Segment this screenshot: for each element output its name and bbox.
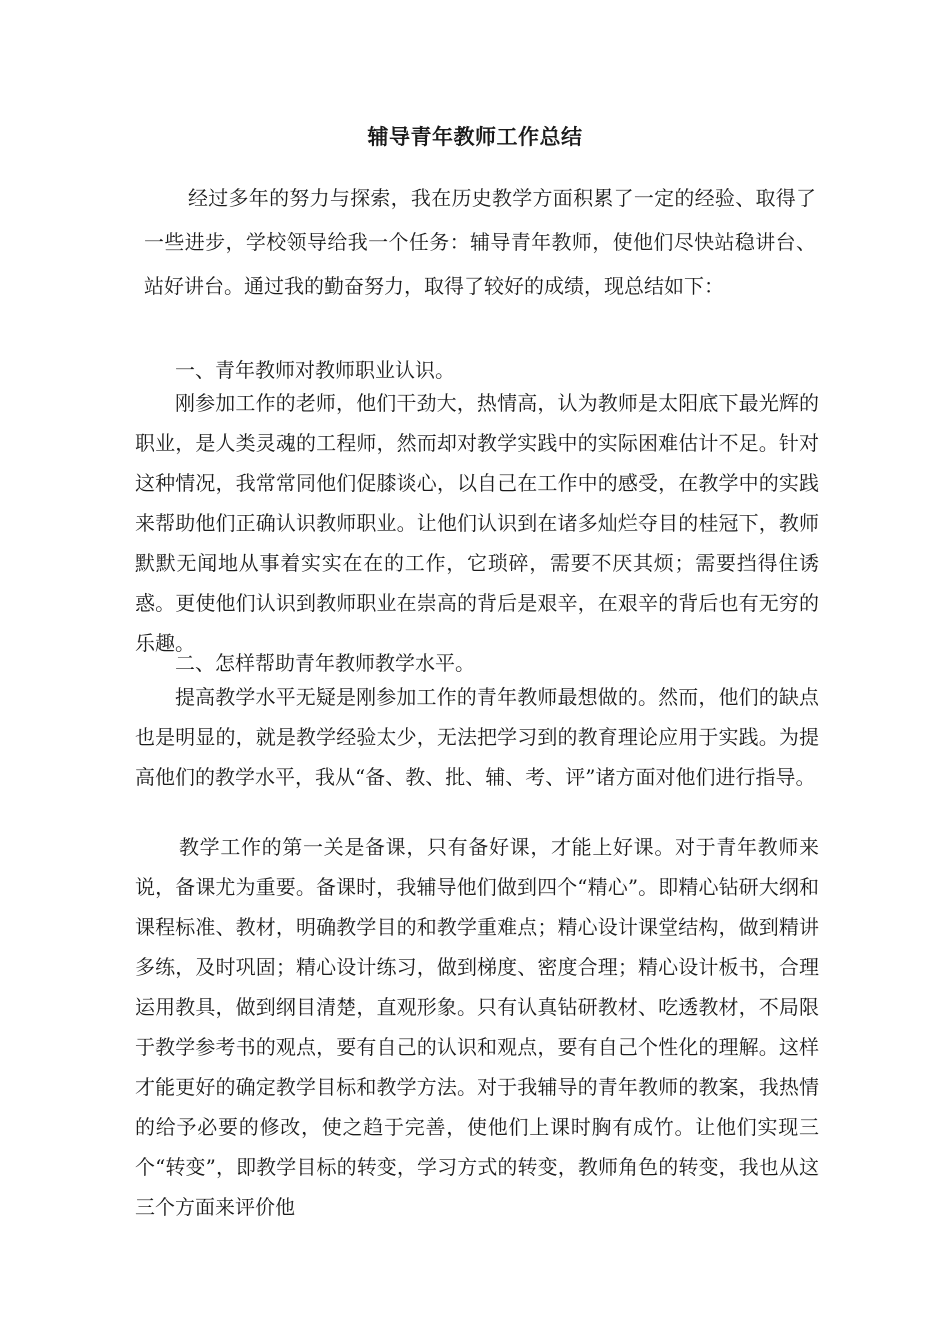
section2-heading: 二、怎样帮助青年教师教学水平。 [175, 651, 475, 675]
section2-paragraph: 提高教学水平无疑是刚参加工作的青年教师最想做的。然而，他们的缺点也是明显的，就是教学经验太少，无法把学习到的教育理论应用于实践。为提高他们的教学水平，我从“备、教、批、辅、考、评”诸方面对他们进行指导。 [135, 685, 819, 789]
section1-paragraph: 刚参加工作的老师，他们干劲大，热情高，认为教师是太阳底下最光辉的职业，是人类灵魂的工程师，然而却对教学实践中的实际困难估计不足。针对这种情况，我常常同他们促膝谈心，以自己在工作中的感受，在教学中的实践来帮助他们正确认识教师职业。让他们认识到在诸多灿烂夺目的桂冠下，教师默默无闻地从事着实实在在的工作，它琐碎，需要不厌其烦；需要挡得住诱惑。更使他们认识到教师职业在崇高的背后是艰辛，在艰辛的背后也有无穷的乐趣。 [135, 391, 819, 655]
intro-paragraph: 经过多年的努力与探索，我在历史教学方面积累了一定的经验、取得了一些进步，学校领导给我一个任务：辅导青年教师，使他们尽快站稳讲台、站好讲台。通过我的勤奋努力，取得了较好的成绩，现总结如下： [144, 186, 816, 298]
section1-heading: 一、青年教师对教师职业认识。 [175, 358, 455, 382]
document-title: 辅导青年教师工作总结 [367, 125, 583, 149]
section2-paragraph-2: 教学工作的第一关是备课，只有备好课，才能上好课。对于青年教师来说，备课尤为重要。备课时，我辅导他们做到四个“精心”。即精心钻研大纲和课程标准、教材，明确教学目的和教学重难点；精心设计课堂结构，做到精讲多练，及时巩固；精心设计练习，做到梯度、密度合理；精心设计板书，合理运用教具，做到纲目清楚，直观形象。只有认真钻研教材、吃透教材，不局限于教学参考书的观点，要有自己的认识和观点，要有自己个性化的理解。这样才能更好的确定教学目标和教学方法。对于我辅导的青年教师的教案，我热情的给予必要的修改，使之趋于完善，使他们上课时胸有成竹。让他们实现三个“转变”，即教学目标的转变，学习方式的转变，教师角色的转变，我也从这三个方面来评价他 [135, 835, 819, 1219]
